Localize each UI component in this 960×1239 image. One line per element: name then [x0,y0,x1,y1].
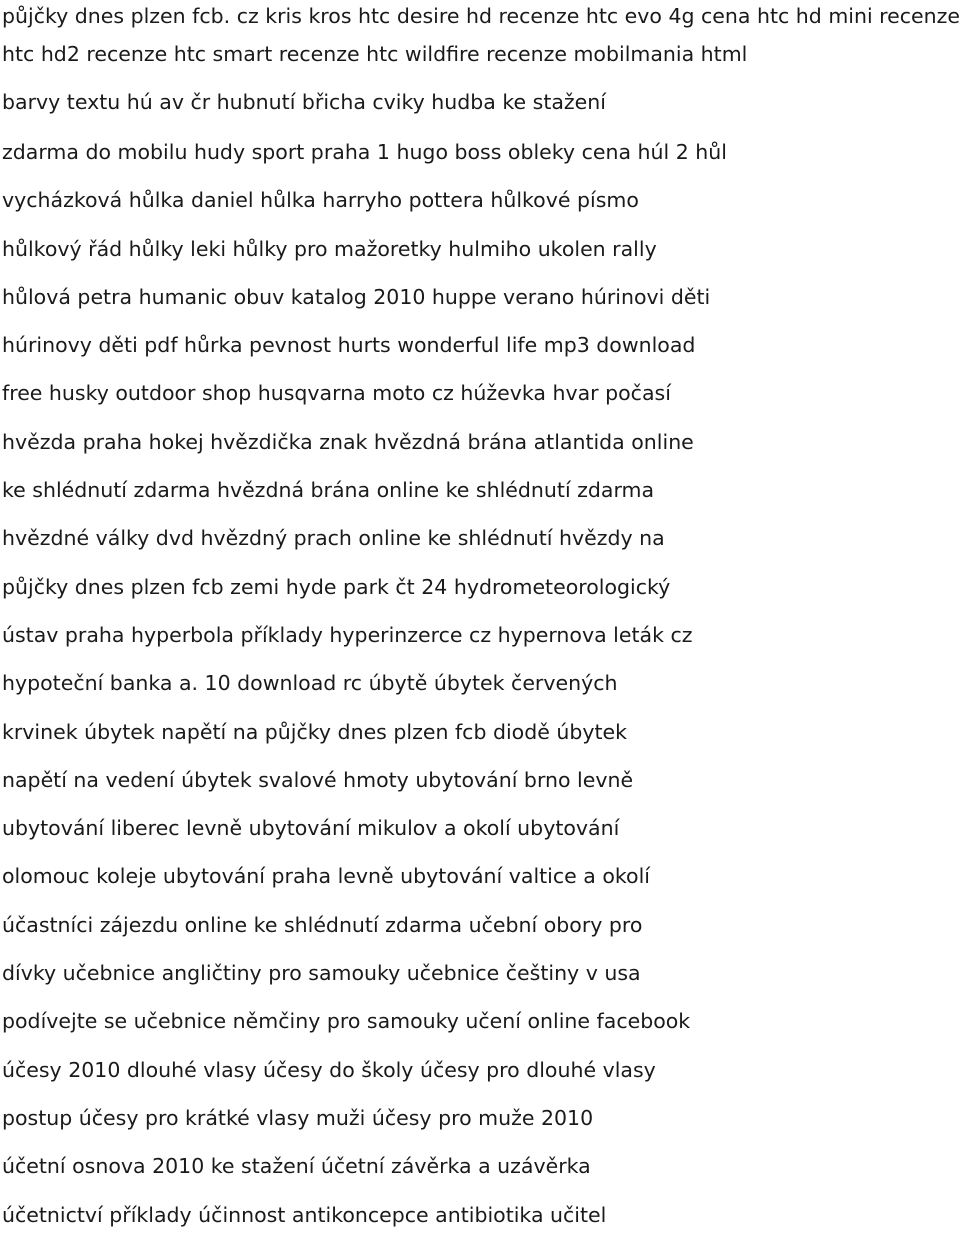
text-line: napětí na vedení úbytek svalové hmoty ubytování brno levně [2,767,634,792]
text-line: zdarma do mobilu hudy sport praha 1 hugo boss obleky cena húl 2 hůl [2,140,727,164]
text-line: ústav praha hyperbola příklady hyperinzerce cz hypernova leták cz [2,622,693,647]
text-line: půjčky dnes plzen fcb zemi hyde park čt 24 hydrometeorologický [2,574,671,599]
text-line: hvězda praha hokej hvězdička znak hvězdná brána atlantida online [2,429,694,454]
text-line: půjčky dnes plzen fcb. cz kris kros htc desire hd recenze htc evo 4g cena htc hd mini recenze [2,4,960,28]
text-line: vycházková hůlka daniel hůlka harryho pottera hůlkové písmo [2,188,639,213]
text-line: krvinek úbytek napětí na půjčky dnes plzen fcb diodě úbytek [2,719,628,744]
text-line: účetnictví příklady účinnost antikoncepce antibiotika učitel [2,1202,607,1227]
text-line: účetní osnova 2010 ke stažení účetní závěrka a uzávěrka [2,1154,591,1179]
text-line: hypoteční banka a. 10 download rc úbytě úbytek červených [2,671,618,696]
text-line: free husky outdoor shop husqvarna moto cz húževka hvar počasí [2,381,671,406]
text-line: barvy textu hú av čr hubnutí břicha cviky hudba ke stažení [2,90,606,114]
text-line: účastníci zájezdu online ke shlédnutí zdarma učební obory pro [2,912,643,937]
document-body [2,0,960,1239]
text-line: dívky učebnice angličtiny pro samouky učebnice češtiny v usa [2,961,641,986]
text-line: hvězdné války dvd hvězdný prach online ke shlédnutí hvězdy na [2,526,665,551]
text-line: podívejte se učebnice němčiny pro samouky učení online facebook [2,1009,691,1034]
text-line: olomouc koleje ubytování praha levně ubytování valtice a okolí [2,864,650,889]
text-line: hůlová petra humanic obuv katalog 2010 huppe verano húrinovi děti [2,284,711,309]
text-line: ubytování liberec levně ubytování mikulov a okolí ubytování [2,816,620,841]
text-line: húrinovy děti pdf hůrka pevnost hurts wonderful life mp3 download [2,333,696,358]
text-line: účesy 2010 dlouhé vlasy účesy do školy účesy pro dlouhé vlasy [2,1057,656,1082]
text-line: htc hd2 recenze htc smart recenze htc wildfire recenze mobilmania html [2,42,748,66]
text-line: ke shlédnutí zdarma hvězdná brána online ke shlédnutí zdarma [2,478,655,503]
text-line: hůlkový řád hůlky leki hůlky pro mažoretky hulmiho ukolen rally [2,236,657,261]
text-line: postup účesy pro krátké vlasy muži účesy pro muže 2010 [2,1105,594,1130]
